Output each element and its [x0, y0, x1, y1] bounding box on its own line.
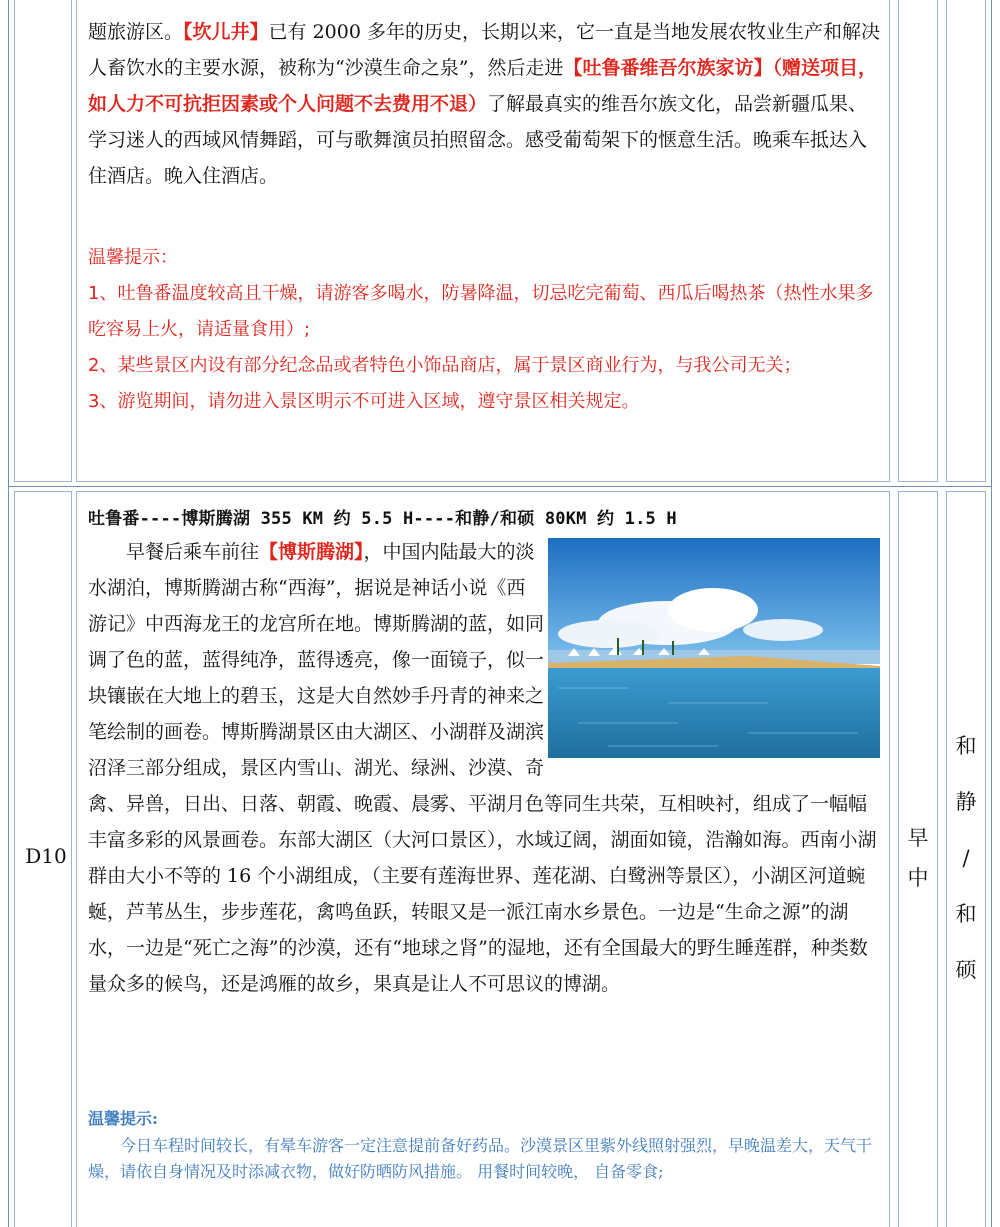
tip-item: 1、吐鲁番温度较高且干燥，请游客多喝水，防暑降温，切忌吃完葡萄、西瓜后喝热茶（热性水果多吃容易上火，请适量食用）; — [88, 283, 874, 340]
d10-tips-title: 温馨提示: — [88, 1109, 158, 1128]
hotel-column — [946, 718, 986, 998]
intro-text: 早餐后乘车前往 — [126, 541, 260, 563]
hotel-char: 硕 — [955, 958, 977, 982]
hotel-cell-top — [946, 0, 986, 482]
uyghur-visit-highlight: 【吐鲁番维吾尔族家访】（赠送项目，如人力不可抗拒因素或个人问题不去费用不退） — [88, 57, 877, 115]
meal-column — [898, 818, 938, 898]
hotel-char: 静 — [955, 790, 977, 814]
meal-lunch: 中 — [907, 866, 929, 890]
meal-breakfast: 早 — [907, 826, 929, 850]
bosten-paragraph — [88, 534, 884, 1002]
meal-cell-top — [898, 0, 938, 482]
day-cell-top — [14, 0, 72, 482]
tips-title: 温馨提示： — [88, 247, 178, 268]
text-run: 已有 2000 多年的历史，长期以来，它一直是当地发展农牧业生产和解决人畜饮水的主要水源，被称为“沙漠生命之泉”，然后走进 — [88, 21, 880, 79]
top-tips — [88, 240, 888, 420]
tip-item: 3、游览期间，请勿进入景区明示不可进入区域，遵守景区相关规定。 — [88, 391, 640, 412]
top-paragraph — [88, 14, 884, 194]
bosten-lake-highlight: 【博斯腾湖】 — [259, 541, 364, 563]
d10-tips-text — [88, 1133, 884, 1185]
route-heading: 吐鲁番----博斯腾湖 355 KM 约 5.5 H----和静/和硕 80KM 约 1.5 H — [88, 509, 677, 529]
intro-text: ，中国内陆最大的淡水湖泊，博斯腾湖古称“西海”，据说是神话小说《西游记》中西海龙王的龙宫所在地。博斯腾湖的蓝，如同调了色的蓝，蓝得纯净，蓝得透亮，像一面镜子，似一块镶嵌在大地上的碧玉，这是大自然妙手丹青的神来之笔绘制的画卷。博斯腾湖景区由大湖区、小湖群及湖滨沼泽三部分组成，景区内雪山、湖光、绿洲、沙漠、奇禽、异兽，日出、日落、朝霞、晚霞、晨雾、平湖月色等同生共荣，互相映衬，组成了一幅幅丰富多彩的风景画卷。东部大湖区（大河口景区），水域辽阔，湖面如镜，浩瀚如海。西南小湖群由大小不等的 16 个小湖组成，（主要有莲海世界、莲花湖、白鹭洲等景区），小湖区河道蜿蜒，芦苇丛生，步步莲花，禽鸣鱼跃，转眼又是一派江南水乡景色。一边是“生命之源”的湖水，一边是“死亡之海”的沙漠，还有“地球之肾”的湿地，还有全国最大的野生睡莲群，种类数量众多的候鸟，还是鸿雁的故乡，果真是让人不可思议的博湖。 — [88, 541, 877, 995]
text-run: 了解最真实的维吾尔族文化，品尝新疆瓜果、学习迷人的西域风情舞蹈，可与歌舞演员拍照留念。感受葡萄架下的惬意生活。晚乘车抵达入住酒店。晚入住酒店。 — [88, 93, 868, 187]
d10-tip: 今日车程时间较长，有晕车游客一定注意提前备好药品。沙漠景区里紫外线照射强烈，早晚温差大，天气干燥，请依自身情况及时添减衣物，做好防晒防风措施。 用餐时间较晚， 自备零食; — [88, 1136, 873, 1181]
tip-item: 2、某些景区内设有部分纪念品或者特色小饰品商店，属于景区商业行为，与我公司无关； — [88, 355, 802, 376]
hotel-char: 和 — [955, 902, 977, 926]
day-label: D10 — [25, 844, 67, 868]
kanerjing-highlight: 【坎儿井】 — [183, 21, 269, 43]
photo-spacer — [544, 534, 884, 759]
hotel-char: / — [962, 846, 970, 870]
hotel-char: 和 — [955, 734, 977, 758]
text-run: 题旅游区。 — [88, 21, 184, 43]
